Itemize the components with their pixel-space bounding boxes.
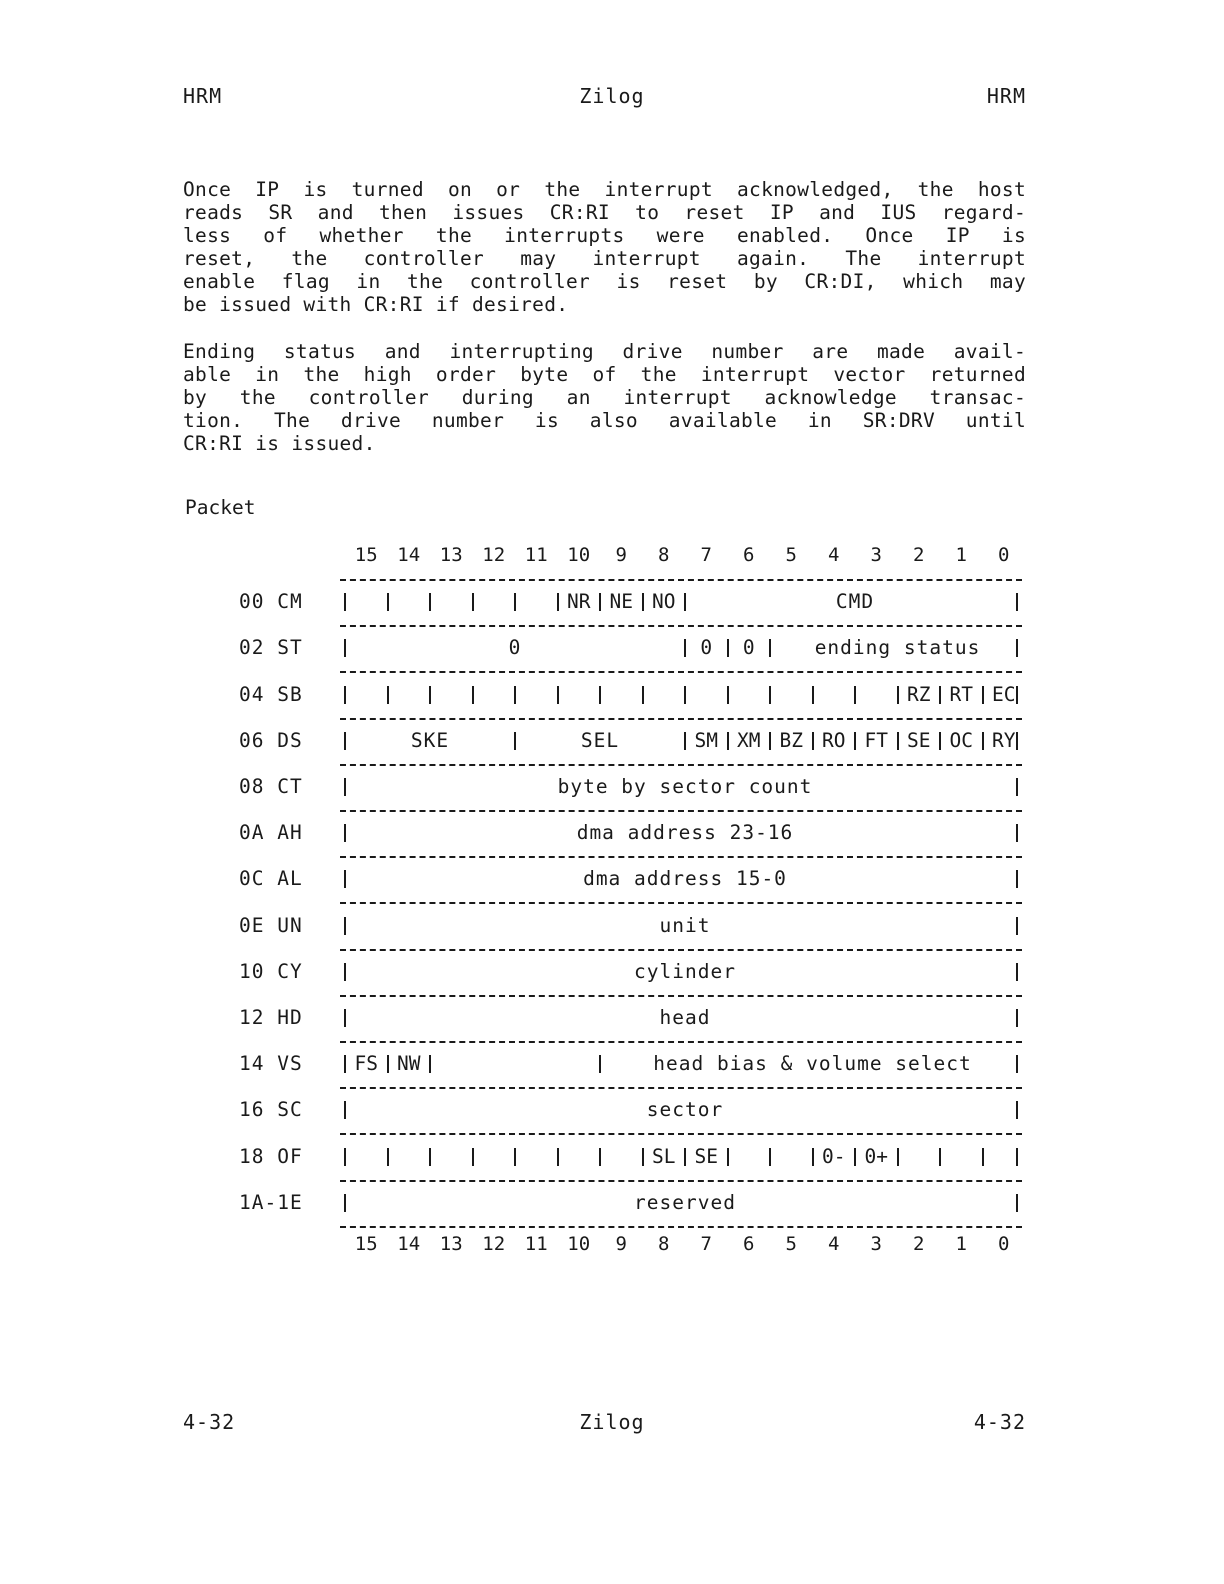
- register-field: NE: [609, 590, 633, 614]
- register-field: EC: [992, 682, 1016, 706]
- row-divider: [340, 1133, 1022, 1135]
- register-field: 0: [700, 636, 713, 660]
- bit-number: 4: [828, 544, 840, 566]
- row-offset-label: 0E UN: [239, 913, 303, 937]
- register-field: SKE: [410, 728, 450, 752]
- bit-number: 14: [397, 544, 421, 566]
- bit-number: 9: [615, 544, 627, 566]
- field-separator: [344, 732, 346, 750]
- field-separator: [1016, 1009, 1018, 1027]
- bit-number: 9: [615, 1233, 627, 1255]
- row-divider: [340, 579, 1022, 581]
- paragraph-line: Ending status and interrupting drive number are made avail-: [183, 340, 1026, 363]
- row-divider: [340, 1041, 1022, 1043]
- row-divider: [340, 1226, 1022, 1228]
- bit-number: 3: [870, 1233, 882, 1255]
- row-offset-label: 10 CY: [239, 959, 303, 983]
- field-separator: [854, 1148, 856, 1166]
- row-divider: [340, 902, 1022, 904]
- register-field: FT: [864, 728, 888, 752]
- field-separator: [557, 1148, 559, 1166]
- row-offset-label: 1A-1E: [239, 1190, 303, 1214]
- bit-number: 8: [658, 1233, 670, 1255]
- field-separator: [344, 917, 346, 935]
- field-separator: [387, 593, 389, 611]
- field-separator: [387, 686, 389, 704]
- field-separator: [1016, 963, 1018, 981]
- field-separator: [557, 686, 559, 704]
- field-separator: [727, 732, 729, 750]
- field-separator: [429, 1055, 431, 1073]
- register-field: SE: [694, 1144, 718, 1168]
- register-field: cylinder: [634, 959, 736, 983]
- field-separator: [1016, 870, 1018, 888]
- register-field: 0: [508, 636, 522, 660]
- paragraph-line: tion. The drive number is also available in SR:DRV until: [183, 409, 1026, 432]
- field-separator: [429, 593, 431, 611]
- bit-number: 10: [567, 544, 591, 566]
- field-separator: [344, 870, 346, 888]
- register-field: XM: [737, 728, 761, 752]
- field-separator: [514, 732, 516, 750]
- field-separator: [982, 1148, 984, 1166]
- field-separator: [769, 686, 771, 704]
- row-offset-label: 06 DS: [239, 728, 303, 752]
- bit-number: 7: [700, 1233, 712, 1255]
- field-separator: [897, 686, 899, 704]
- field-separator: [1016, 686, 1018, 704]
- bit-number: 4: [828, 1233, 840, 1255]
- field-separator: [514, 1148, 516, 1166]
- row-divider: [340, 671, 1022, 673]
- field-separator: [344, 824, 346, 842]
- bit-number: 2: [913, 544, 925, 566]
- field-separator: [557, 593, 559, 611]
- field-separator: [1016, 593, 1018, 611]
- bit-number: 1: [955, 544, 967, 566]
- row-divider: [340, 625, 1022, 627]
- field-separator: [939, 686, 941, 704]
- paragraph-line: by the controller during an interrupt acknowledge transac-: [183, 386, 1026, 409]
- bit-number: 15: [354, 544, 378, 566]
- bit-number: 15: [354, 1233, 378, 1255]
- register-field: SEL: [580, 728, 620, 752]
- row-offset-label: 14 VS: [239, 1052, 303, 1076]
- register-field: head: [659, 1005, 711, 1029]
- paragraph-line: reads SR and then issues CR:RI to reset IP and IUS regard-: [183, 201, 1026, 224]
- register-field: dma address 15-0: [583, 867, 787, 891]
- register-field: ending status: [814, 636, 981, 660]
- bit-number: 12: [482, 544, 506, 566]
- field-separator: [429, 1148, 431, 1166]
- bit-number: 5: [785, 544, 797, 566]
- paragraph-line: be issued with CR:RI if desired.: [183, 293, 569, 316]
- field-separator: [812, 1148, 814, 1166]
- field-separator: [854, 686, 856, 704]
- field-separator: [1016, 917, 1018, 935]
- field-separator: [727, 639, 729, 657]
- field-separator: [1016, 639, 1018, 657]
- register-field: SM: [694, 728, 718, 752]
- bit-number: 6: [743, 1233, 755, 1255]
- paragraph-line: enable flag in the controller is reset by CR:DI, which may: [183, 270, 1026, 293]
- paragraph-line: reset, the controller may interrupt again. The interrupt: [183, 247, 1026, 270]
- row-offset-label: 0A AH: [239, 821, 303, 845]
- row-divider: [340, 764, 1022, 766]
- field-separator: [387, 1055, 389, 1073]
- field-separator: [812, 686, 814, 704]
- bit-number: 12: [482, 1233, 506, 1255]
- register-field: CMD: [835, 590, 875, 614]
- field-separator: [599, 1148, 601, 1166]
- bit-number: 2: [913, 1233, 925, 1255]
- header-left: HRM: [183, 84, 223, 108]
- field-separator: [812, 732, 814, 750]
- field-separator: [684, 593, 686, 611]
- paragraph-ending-status: [183, 340, 1026, 455]
- field-separator: [514, 686, 516, 704]
- field-separator: [897, 1148, 899, 1166]
- row-offset-label: 08 CT: [239, 774, 303, 798]
- row-divider: [340, 949, 1022, 951]
- bit-number: 0: [998, 544, 1010, 566]
- field-separator: [854, 732, 856, 750]
- bit-number: 7: [700, 544, 712, 566]
- field-separator: [769, 1148, 771, 1166]
- field-separator: [344, 1148, 346, 1166]
- row-divider: [340, 1087, 1022, 1089]
- register-field: RO: [822, 728, 846, 752]
- field-separator: [684, 732, 686, 750]
- register-field: NO: [652, 590, 676, 614]
- register-field: NW: [397, 1052, 421, 1076]
- field-separator: [472, 1148, 474, 1166]
- row-offset-label: 04 SB: [239, 682, 303, 706]
- field-separator: [344, 963, 346, 981]
- field-separator: [684, 1148, 686, 1166]
- bit-number: 3: [870, 544, 882, 566]
- row-offset-label: 00 CM: [239, 590, 303, 614]
- footer-left: 4-32: [183, 1410, 236, 1434]
- register-field: NR: [567, 590, 591, 614]
- footer-right: 4-32: [973, 1410, 1026, 1434]
- row-divider: [340, 718, 1022, 720]
- register-field: SE: [907, 728, 931, 752]
- field-separator: [344, 686, 346, 704]
- bit-numbers-bottom: [345, 1233, 1025, 1257]
- field-separator: [599, 593, 601, 611]
- field-separator: [642, 1148, 644, 1166]
- row-divider: [340, 995, 1022, 997]
- paragraph-line: Once IP is turned on or the interrupt acknowledged, the host: [183, 178, 1026, 201]
- field-separator: [642, 593, 644, 611]
- field-separator: [1016, 1194, 1018, 1212]
- row-offset-label: 16 SC: [239, 1098, 303, 1122]
- field-separator: [344, 639, 346, 657]
- field-separator: [769, 732, 771, 750]
- row-offset-label: 12 HD: [239, 1005, 303, 1029]
- field-separator: [769, 639, 771, 657]
- field-separator: [939, 732, 941, 750]
- row-divider: [340, 1180, 1022, 1182]
- field-separator: [897, 732, 899, 750]
- register-field: RZ: [907, 682, 931, 706]
- field-separator: [727, 686, 729, 704]
- field-separator: [429, 686, 431, 704]
- field-separator: [344, 1055, 346, 1073]
- row-divider: [340, 856, 1022, 858]
- row-divider: [340, 810, 1022, 812]
- register-field: sector: [646, 1098, 724, 1122]
- field-separator: [344, 593, 346, 611]
- field-separator: [387, 1148, 389, 1166]
- field-separator: [472, 593, 474, 611]
- field-separator: [642, 686, 644, 704]
- register-field: unit: [659, 913, 711, 937]
- row-offset-label: 02 ST: [239, 636, 303, 660]
- field-separator: [727, 1148, 729, 1166]
- field-separator: [1016, 732, 1018, 750]
- field-separator: [1016, 1055, 1018, 1073]
- register-field: 0+: [864, 1144, 888, 1168]
- field-separator: [344, 1009, 346, 1027]
- register-field: RT: [949, 682, 973, 706]
- bit-number: 11: [524, 1233, 548, 1255]
- register-field: RY: [992, 728, 1016, 752]
- paragraph-interrupt-reset: [183, 178, 1026, 316]
- field-separator: [939, 1148, 941, 1166]
- field-separator: [684, 686, 686, 704]
- field-separator: [982, 732, 984, 750]
- paragraph-line: CR:RI is issued.: [183, 432, 376, 455]
- field-separator: [1016, 824, 1018, 842]
- register-field: 0: [742, 636, 755, 660]
- field-separator: [344, 1194, 346, 1212]
- register-field: reserved: [634, 1190, 736, 1214]
- register-field: head bias & volume select: [653, 1052, 972, 1076]
- row-offset-label: 18 OF: [239, 1144, 303, 1168]
- bit-number: 6: [743, 544, 755, 566]
- field-separator: [472, 686, 474, 704]
- field-separator: [599, 1055, 601, 1073]
- field-separator: [1016, 1101, 1018, 1119]
- bit-number: 0: [998, 1233, 1010, 1255]
- register-field: OC: [949, 728, 973, 752]
- paragraph-line: able in the high order byte of the interrupt vector returned: [183, 363, 1026, 386]
- bit-number: 13: [439, 1233, 463, 1255]
- field-separator: [344, 1101, 346, 1119]
- field-separator: [1016, 778, 1018, 796]
- section-heading-packet: Packet: [185, 496, 256, 519]
- register-field: FS: [354, 1052, 378, 1076]
- register-field: SL: [652, 1144, 676, 1168]
- bit-number: 11: [524, 544, 548, 566]
- register-field: byte by sector count: [557, 774, 813, 798]
- field-separator: [599, 686, 601, 704]
- bit-number: 1: [955, 1233, 967, 1255]
- field-separator: [982, 686, 984, 704]
- row-offset-label: 0C AL: [239, 867, 303, 891]
- bit-number: 5: [785, 1233, 797, 1255]
- bit-number: 10: [567, 1233, 591, 1255]
- register-field: BZ: [779, 728, 803, 752]
- bit-number: 8: [658, 544, 670, 566]
- header-center: Zilog: [579, 84, 645, 108]
- bit-numbers-top: [345, 544, 1025, 568]
- field-separator: [514, 593, 516, 611]
- field-separator: [1016, 1148, 1018, 1166]
- paragraph-line: less of whether the interrupts were enabled. Once IP is: [183, 224, 1026, 247]
- field-separator: [344, 778, 346, 796]
- footer-center: Zilog: [579, 1410, 645, 1434]
- field-separator: [684, 639, 686, 657]
- header-right: HRM: [986, 84, 1026, 108]
- bit-number: 13: [439, 544, 463, 566]
- bit-number: 14: [397, 1233, 421, 1255]
- register-field: 0-: [822, 1144, 846, 1168]
- register-field: dma address 23-16: [576, 821, 794, 845]
